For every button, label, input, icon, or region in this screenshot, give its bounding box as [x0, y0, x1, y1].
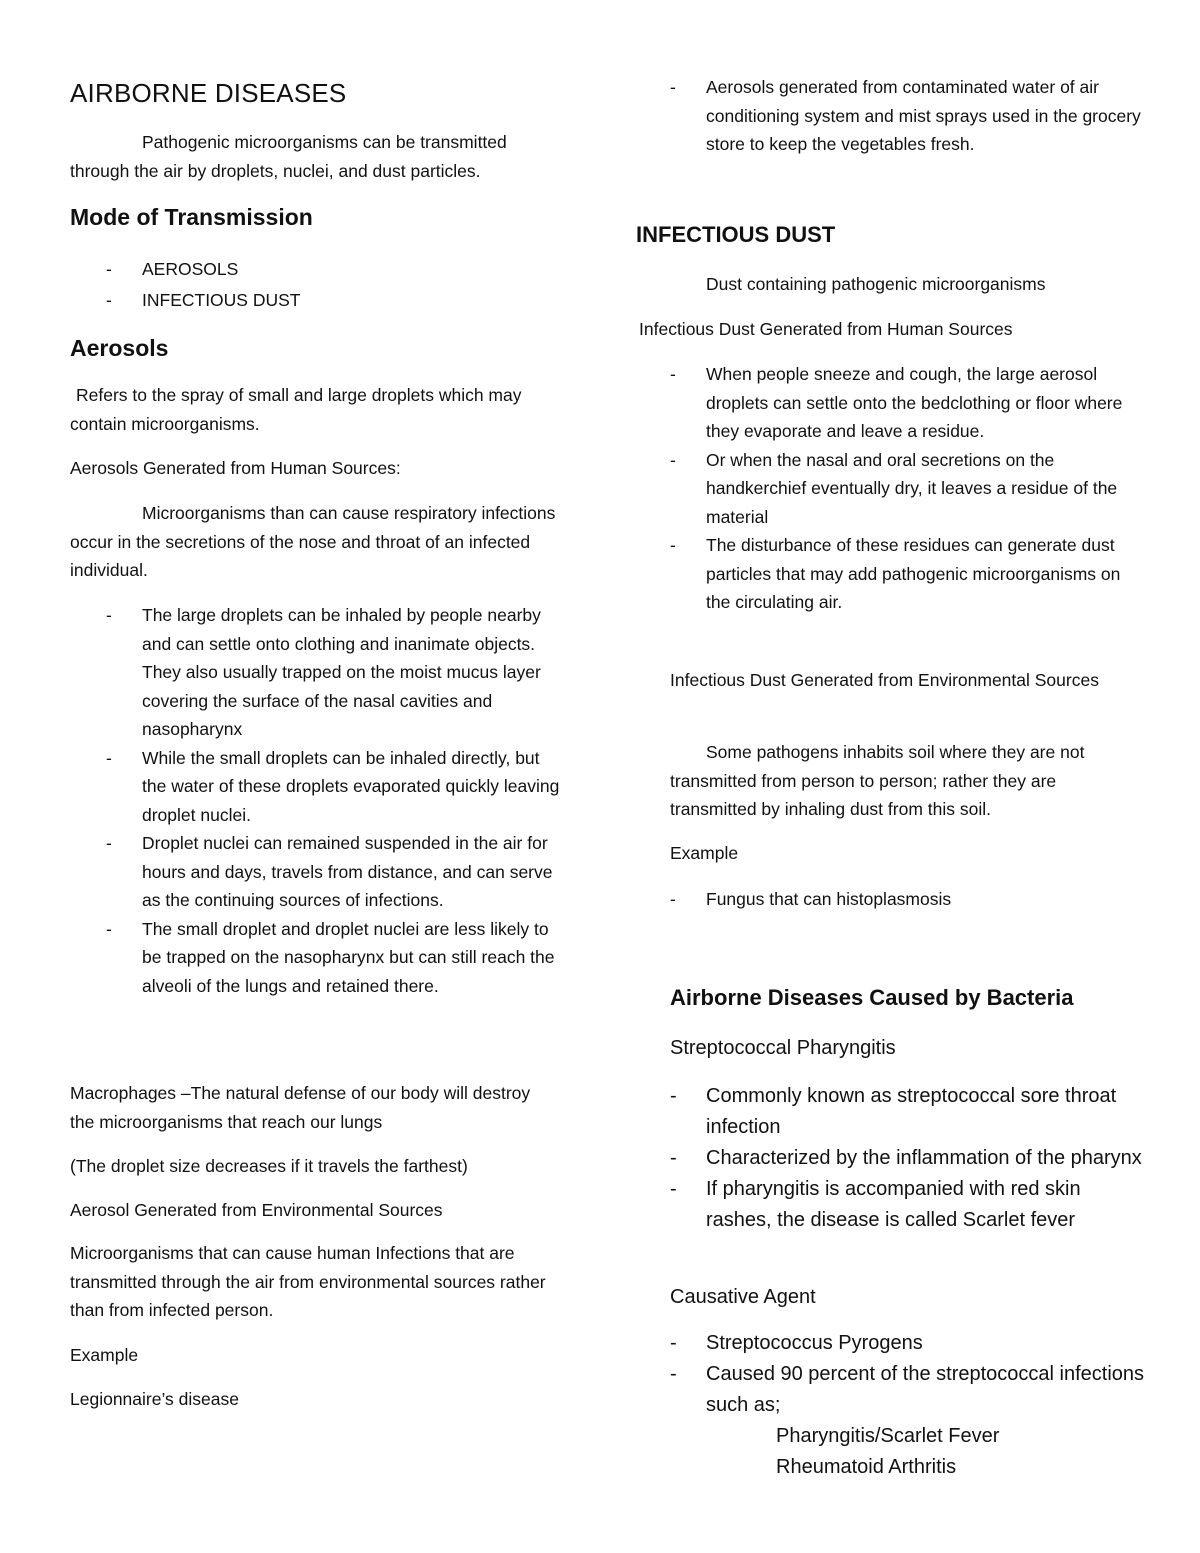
aerosols-heading: Aerosols	[70, 335, 169, 361]
list-item: - AEROSOLS	[106, 254, 566, 285]
list-item: - Streptococcus Pyrogens	[670, 1328, 1146, 1359]
strep-points-list	[670, 1081, 1146, 1236]
list-item: - Droplet nuclei can remained suspended in the air for hours and days, travels from distance, and can serve as the continuing sources of infections.	[106, 829, 566, 915]
list-item: - Aerosols generated from contaminated water of air conditioning system and mist sprays used in the grocery store to keep the vegetables fresh.	[670, 73, 1146, 159]
list-item: - The small droplet and droplet nuclei are less likely to be trapped on the nasopharynx but can still reach the alveoli of the lungs and retained there.	[106, 915, 566, 1001]
list-item: - Characterized by the inflammation of the pharynx	[670, 1143, 1146, 1174]
strep-heading: Streptococcal Pharyngitis	[670, 1037, 896, 1059]
infection-item: Pharyngitis/Scarlet Fever	[776, 1425, 1000, 1447]
infection-item: Rheumatoid Arthritis	[776, 1456, 957, 1478]
macrophages-paragraph: Macrophages –The natural defense of our body will destroy the microorganisms that reach our lungs	[70, 1083, 531, 1132]
list-item: - Or when the nasal and oral secretions on the handkerchief eventually dry, it leaves a residue of the material	[670, 446, 1146, 532]
human-sources-paragraph: Microorganisms than can cause respiratory infections occur in the secretions of the nose and throat of an infected individual.	[70, 503, 556, 580]
bacteria-heading: Airborne Diseases Caused by Bacteria	[670, 985, 1074, 1010]
list-item: - Fungus that can histoplasmosis	[670, 885, 1146, 914]
intro-paragraph: Pathogenic microorganisms can be transmitted through the air by droplets, nuclei, and dust particles.	[70, 132, 507, 181]
list-item: - The disturbance of these residues can generate dust particles that may add pathogenic microorganisms on the circulating air.	[670, 531, 1146, 617]
dust-env-paragraph: Some pathogens inhabits soil where they are not transmitted from person to person; rather they are transmitted by inhaling dust from this soil.	[670, 742, 1085, 819]
list-item: - While the small droplets can be inhaled directly, but the water of these droplets evaporated quickly leaving droplet nuclei.	[106, 744, 566, 830]
example-label: Example	[670, 843, 739, 863]
dust-env-label: Infectious Dust Generated from Environmental Sources	[670, 670, 1099, 690]
infectious-dust-heading: INFECTIOUS DUST	[636, 222, 836, 247]
env-sources-label: Aerosol Generated from Environmental Sources	[70, 1200, 443, 1220]
mode-heading: Mode of Transmission	[70, 204, 313, 230]
list-item: - Commonly known as streptococcal sore throat infection	[670, 1081, 1146, 1143]
list-item: - When people sneeze and cough, the large aerosol droplets can settle onto the bedclothing or floor where they evaporate and leave a residue.	[670, 360, 1146, 446]
list-item: - INFECTIOUS DUST	[106, 285, 566, 316]
dust-human-list	[670, 360, 1146, 617]
env-sources-paragraph: Microorganisms that can cause human Infections that are transmitted through the air from environmental sources rather than from infected person.	[70, 1243, 546, 1320]
droplet-note: (The droplet size decreases if it travels the farthest)	[70, 1156, 468, 1176]
modes-list	[106, 254, 566, 316]
aerosol-env-list	[670, 73, 1146, 159]
list-item: - If pharyngitis is accompanied with red skin rashes, the disease is called Scarlet fever	[670, 1174, 1146, 1236]
causative-list	[670, 1328, 1146, 1421]
example-list	[670, 885, 1146, 914]
infectious-dust-definition: Dust containing pathogenic microorganisms	[706, 274, 1046, 294]
causative-heading: Causative Agent	[670, 1286, 816, 1308]
document-title: AIRBORNE DISEASES	[70, 78, 347, 108]
example-value: Legionnaire’s disease	[70, 1389, 239, 1409]
human-points-list	[106, 601, 566, 1000]
example-label: Example	[70, 1345, 139, 1365]
list-item: - The large droplets can be inhaled by people nearby and can settle onto clothing and inanimate objects. They also usually trapped on the moist mucus layer covering the surface of the nasal cavities and nasopharynx	[106, 601, 566, 744]
dust-human-label: Infectious Dust Generated from Human Sources	[639, 319, 1013, 339]
human-sources-label: Aerosols Generated from Human Sources:	[70, 458, 401, 478]
aerosols-definition: Refers to the spray of small and large droplets which may contain microorganisms.	[70, 385, 522, 434]
list-item: - Caused 90 percent of the streptococcal infections such as;	[670, 1359, 1146, 1421]
